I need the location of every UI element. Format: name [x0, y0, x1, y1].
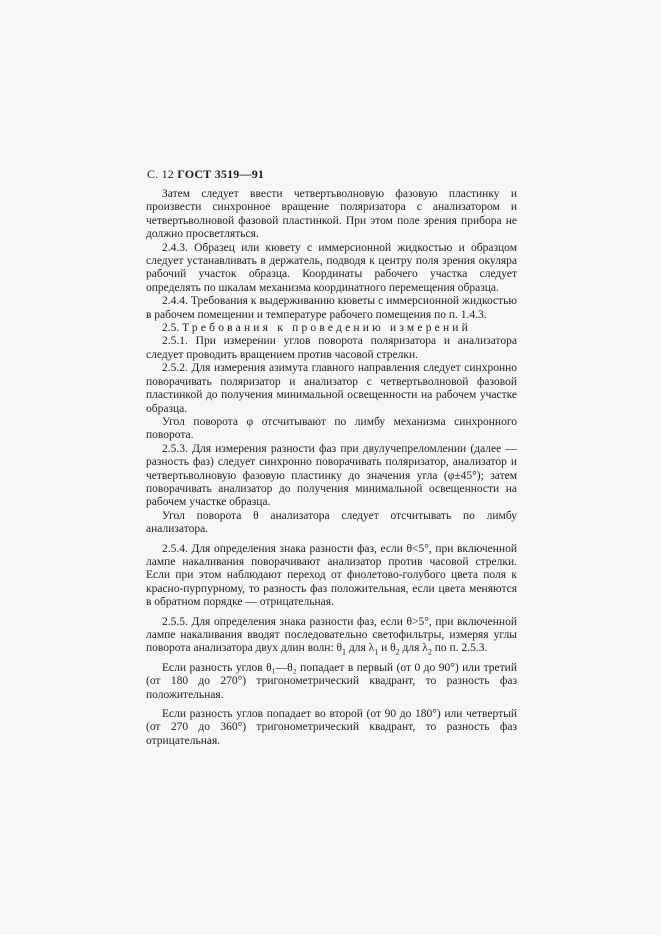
section-heading-2-5 [146, 322, 517, 335]
paragraph-2-5-5: 2.5.5. Для определения знака разности фаз, если θ>5°, при включенной лампе накаливания вводят последовательно светофильтры, измеряя углы поворота анализатора двух длин волн: $\theta_1$ для $\lambda_1$ и $\theta_2$ для $\lambda_2$ по п. 2.5.3. [146, 615, 517, 657]
document-code: ГОСТ 3519—91 [177, 167, 265, 181]
paragraph-intro: Затем следует ввести четвертьволновую фазовую пластинку и произвести синхронное вращение поляризатора с анализатором и четвертьволновой фазовой пластинкой. При этом поле зрения прибора не должно просветляться. [146, 188, 517, 241]
paragraph-quadrant-positive: Если разность углов θ₁—θ₂ попадает в первый (от 0 до 90°) или третий (от 180 до 270°) тригонометрический квадрант, то разность фаз положительная. [146, 661, 517, 701]
page-header [147, 167, 264, 182]
paragraph-2-5-3: 2.5.3. Для измерения разности фаз при двулучепреломлении (далее — разность фаз) следует синхронно поворачивать поляризатор, анализатор и четвертьволновую фазовую пластинку до значения угла (φ±45°); затем поворачивать анализатор до получения минимальной освещенности на рабочем участке образца. [146, 442, 517, 509]
paragraph-2-5-1: 2.5.1. При измерении углов поворота поляризатора и анализатора следует проводить вращением против часовой стрелки. [146, 335, 517, 361]
page-number: С. 12 [147, 167, 175, 181]
paragraph-2-5-2: 2.5.2. Для измерения азимута главного направления следует синхронно поворачивать поляризатор и анализатор с четвертьволновой фазовой пластинкой до получения минимальной освещенности на рабочем участке образца. [146, 362, 517, 415]
paragraph-quadrant-negative: Если разность углов попадает во второй (от 90 до 180°) или четвертый (от 270 до 360°) тригонометрический квадрант, то разность фаз отрицательная. [146, 708, 517, 747]
section-number: 2.5. [162, 322, 180, 335]
paragraph-2-4-4: 2.4.4. Требования к выдерживанию кюветы с иммерсионной жидкостью в рабочем помещении и температуре рабочего помещения по п. 1.4.3. [146, 295, 517, 321]
section-title: Требования к проведению измерений [182, 322, 472, 335]
paragraph-theta-note: Угол поворота θ анализатора следует отсчитывать по лимбу анализатора. [146, 509, 517, 536]
document-body [146, 188, 517, 748]
paragraph-2-5-4: 2.5.4. Для определения знака разности фаз, если θ<5°, при включенной лампе накаливания поворачивают анализатор против часовой стрелки. Если при этом наблюдают переход от фиолетово-голубого цвета поля к красно-пурпурному, то разность фаз положительная, если цвета меняются в обратном порядке — отрицательная. [146, 542, 517, 609]
paragraph-phi-note: Угол поворота φ отсчитывают по лимбу механизма синхронного поворота. [146, 415, 517, 442]
paragraph-2-4-3: 2.4.3. Образец или кювету с иммерсионной жидкостью и образцом следует устанавливать в держатель, подводя к центру поля зрения окуляра рабочий участок образца. Координаты рабочего участка следует определять по шкалам механизма координатного перемещения образца. [146, 241, 517, 294]
